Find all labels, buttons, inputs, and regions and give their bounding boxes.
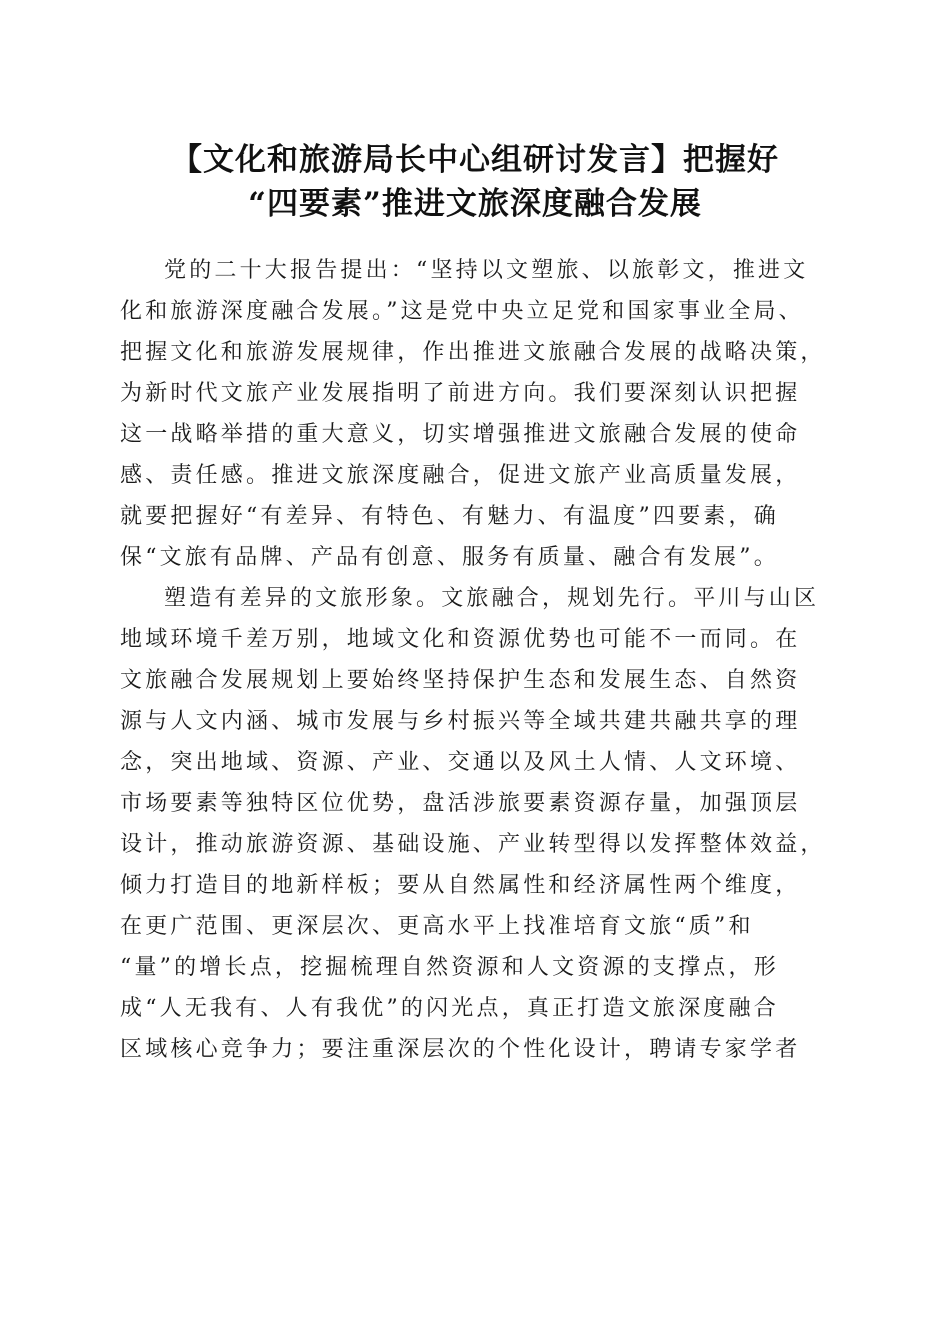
paragraph-line: 文旅融合发展规划上要始终坚持保护生态和发展生态、自然资 [120,668,801,693]
paragraph-line: 保“文旅有品牌、产品有创意、服务有质量、融合有发展”。 [120,545,779,570]
paragraph-line: 设计，推动旅游资源、基础设施、产业转型得以发挥整体效益， [120,832,826,857]
paragraph-line: 为新时代文旅产业发展指明了前进方向。我们要深刻认识把握 [120,381,801,406]
document-title [100,138,850,226]
paragraph-line: 在更广范围、更深层次、更高水平上找准培育文旅“质”和 [120,914,754,939]
document-body [120,250,830,1070]
paragraph-1 [120,250,830,578]
paragraph-line: 成“人无我有、人有我优”的闪光点，真正打造文旅深度融合 [120,996,779,1021]
paragraph-line: 念，突出地域、资源、产业、交通以及风土人情、人文环境、 [120,750,801,775]
paragraph-line: 这一战略举措的重大意义，切实增强推进文旅融合发展的使命 [120,422,801,447]
paragraph-line: 把握文化和旅游发展规律，作出推进文旅融合发展的战略决策， [120,340,826,365]
paragraph-line: 党的二十大报告提出：“坚持以文塑旅、以旅彰文，推进文 [164,258,809,283]
paragraph-line: “量”的增长点，挖掘梳理自然资源和人文资源的支撑点，形 [120,955,779,980]
paragraph-line: 市场要素等独特区位优势，盘活涉旅要素资源存量，加强顶层 [120,791,801,816]
paragraph-line: 感、责任感。推进文旅深度融合，促进文旅产业高质量发展， [120,463,801,488]
paragraph-line: 源与人文内涵、城市发展与乡村振兴等全域共建共融共享的理 [120,709,801,734]
paragraph-line: 塑造有差异的文旅形象。文旅融合，规划先行。平川与山区 [164,586,820,611]
paragraph-2 [120,578,830,1070]
paragraph-line: 倾力打造目的地新样板；要从自然属性和经济属性两个维度， [120,873,801,898]
paragraph-line: 区域核心竞争力；要注重深层次的个性化设计，聘请专家学者 [120,1037,801,1062]
title-line-1: 【文化和旅游局长中心组研讨发言】把握好 [171,142,779,178]
paragraph-line: 地域环境千差万别，地域文化和资源优势也可能不一而同。在 [120,627,801,652]
paragraph-line: 化和旅游深度融合发展。”这是党中央立足党和国家事业全局、 [120,299,804,324]
paragraph-line: 就要把握好“有差异、有特色、有魅力、有温度”四要素，确 [120,504,779,529]
title-line-2: “四要素”推进文旅深度融合发展 [248,186,702,222]
